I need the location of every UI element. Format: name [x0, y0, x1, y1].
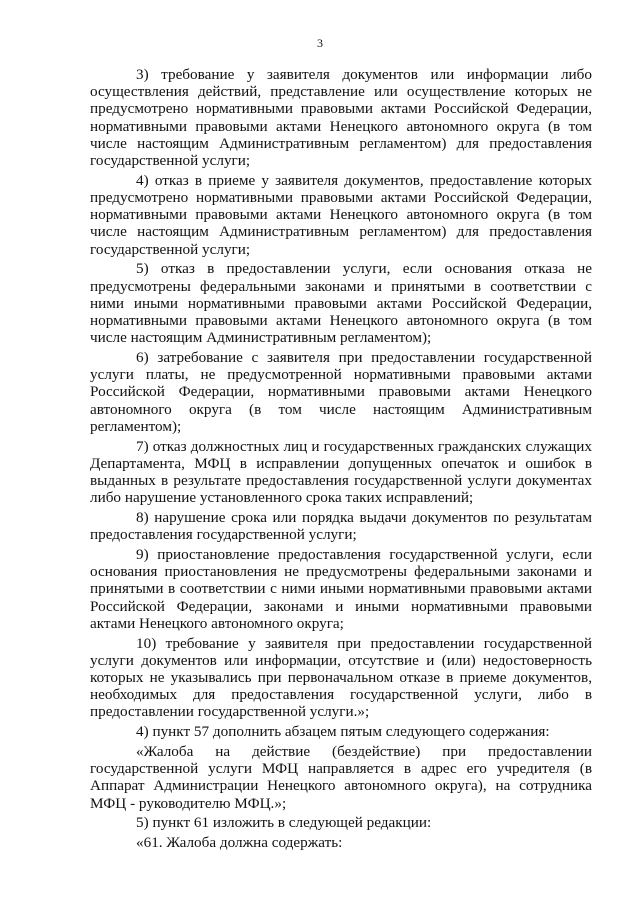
paragraph-amendment-5: 5) пункт 61 изложить в следующей редакции: [136, 814, 432, 832]
page-number: 3 [317, 36, 323, 50]
paragraph-item-10: 10) требование у заявителя при предоставлении государственной услуги документов или информации, отсутствие и (или) недостоверность которых не указывались при первоначальном отказе в приеме документов, необходимых для предоставления государственной услуги, либо в предоставлении государственной услуги.»; [90, 634, 592, 721]
paragraph-amendment-4: 4) пункт 57 дополнить абзацем пятым следующего содержания: [136, 723, 550, 741]
paragraph-item-5: 5) отказ в предоставлении услуги, если основания отказа не предусмотрены федеральными законами и принятыми в соответствии с ними иными нормативными правовыми актами Российской Федерации, нормативными правовыми актами Ненецкого автономного округа (в том числе настоящим Административным регламентом); [90, 260, 592, 347]
paragraph-item-4: 4) отказ в приеме у заявителя документов, предоставление которых предусмотрено нормативными правовыми актами Российской Федерации, нормативными правовыми актами Ненецкого автономного округа (в том числе настоящим Административным регламентом) для предоставления государственной услуги; [90, 171, 592, 258]
paragraph-complaint-quote: «Жалоба на действие (бездействие) при предоставлении государственной услуги МФЦ направляется в адрес его учредителя (в Аппарат Администрации Ненецкого автономного округа), на сотрудника МФЦ - руководителю МФЦ.»; [90, 743, 592, 812]
document-body [90, 66, 592, 854]
paragraph-item-8: 8) нарушение срока или порядка выдачи документов по результатам предоставления государственной услуги; [90, 509, 592, 544]
paragraph-item-9: 9) приостановление предоставления государственной услуги, если основания приостановления не предусмотрены федеральными законами и принятыми в соответствии с ними иными нормативными правовыми актами Российской Федерации, законами и иными нормативными правовыми актами Ненецкого автономного округа; [90, 546, 592, 632]
paragraph-item-6: 6) затребование с заявителя при предоставлении государственной услуги платы, не предусмотренной нормативными правовыми актами Российской Федерации, нормативными правовыми актами Ненецкого автономного округа (в том числе настоящим Административным регламентом); [90, 349, 592, 435]
paragraph-item-7: 7) отказ должностных лиц и государственных гражданских служащих Департамента, МФЦ в исправлении допущенных опечаток и ошибок в выданных в результате предоставления государственной услуги документах либо нарушение установленного срока таких исправлений; [90, 437, 592, 507]
paragraph-item-61-start: «61. Жалоба должна содержать: [136, 834, 343, 852]
paragraph-item-3: 3) требование у заявителя документов или информации либо осуществления действий, представление или осуществление которых не предусмотрено нормативными правовыми актами Российской Федерации, нормативными правовыми актами Ненецкого автономного округа (в том числе настоящим Административным регламентом) для предоставления государственной услуги; [90, 66, 592, 170]
